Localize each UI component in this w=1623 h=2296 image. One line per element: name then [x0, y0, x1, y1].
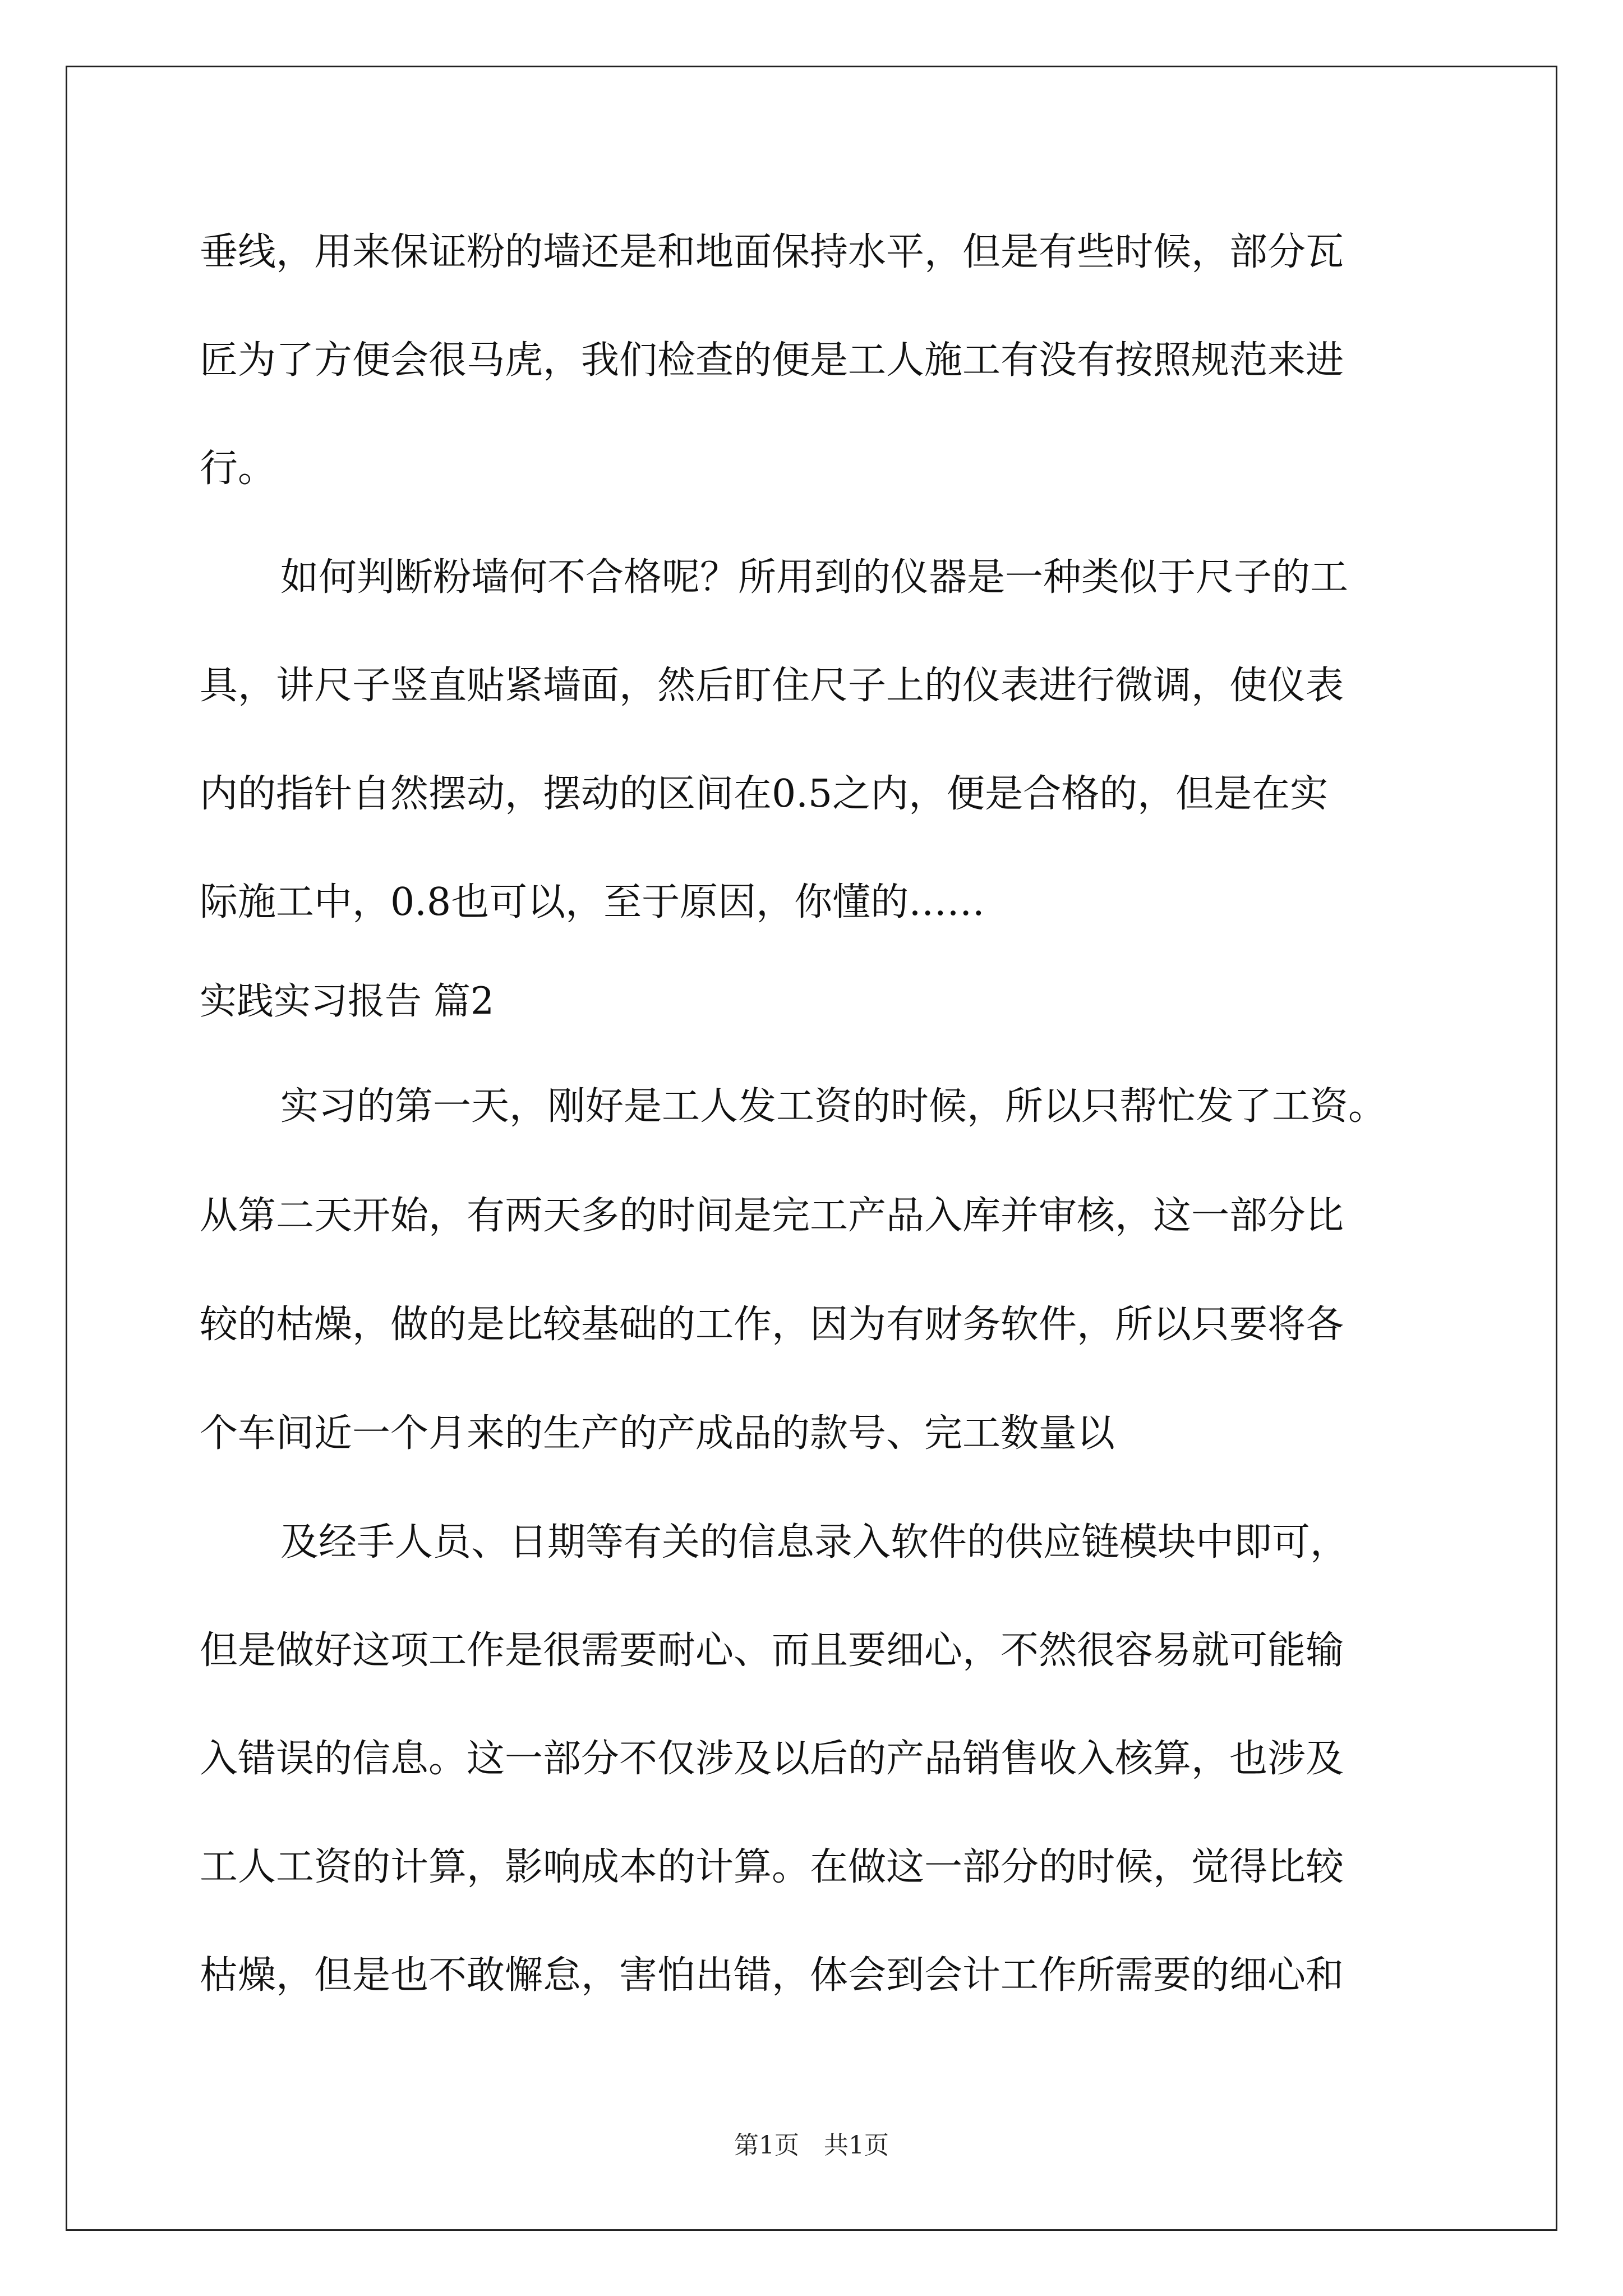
page-border: [66, 66, 1557, 2231]
body-line-16: 枯燥，但是也不敢懈怠，害怕出错，体会到会计工作所需要的细心和: [200, 1953, 1344, 1998]
body-line-8: 实习的第一天，刚好是工人发工资的时候，所以只帮忙发了工资。: [280, 1084, 1387, 1129]
body-line-14: 入错误的信息。这一部分不仅涉及以后的产品销售收入核算，也涉及: [200, 1737, 1344, 1781]
body-line-13: 但是做好这项工作是很需要耐心、而且要细心，不然很容易就可能输: [200, 1628, 1344, 1673]
page-footer: 第1页 共1页: [734, 2131, 889, 2160]
body-line-3: 行。: [200, 447, 276, 491]
body-line-1: 垂线，用来保证粉的墙还是和地面保持水平，但是有些时候，部分瓦: [200, 230, 1344, 274]
body-line-2: 匠为了方便会很马虎，我们检查的便是工人施工有没有按照规范来进: [200, 338, 1344, 383]
body-line-10: 较的枯燥，做的是比较基础的工作，因为有财务软件，所以只要将各: [200, 1303, 1344, 1347]
body-line-5: 具，讲尺子竖直贴紧墙面，然后盯住尺子上的仪表进行微调，使仪表: [200, 664, 1344, 708]
body-line-11: 个车间近一个月来的生产的产成品的款号、完工数量以: [200, 1411, 1115, 1456]
body-line-15: 工人工资的计算，影响成本的计算。在做这一部分的时候，觉得比较: [200, 1845, 1344, 1889]
body-line-4: 如何判断粉墙何不合格呢？所用到的仪器是一种类似于尺子的工: [280, 555, 1349, 600]
body-line-7: 际施工中，0.8也可以，至于原因，你懂的……: [200, 880, 985, 924]
body-line-12: 及经手人员、日期等有关的信息录入软件的供应链模块中即可，: [280, 1520, 1349, 1565]
section-heading: 实践实习报告 篇2: [200, 979, 494, 1023]
body-line-6: 内的指针自然摆动，摆动的区间在0.5之内，便是合格的，但是在实: [200, 772, 1329, 816]
body-line-9: 从第二天开始，有两天多的时间是完工产品入库并审核，这一部分比: [200, 1194, 1344, 1238]
